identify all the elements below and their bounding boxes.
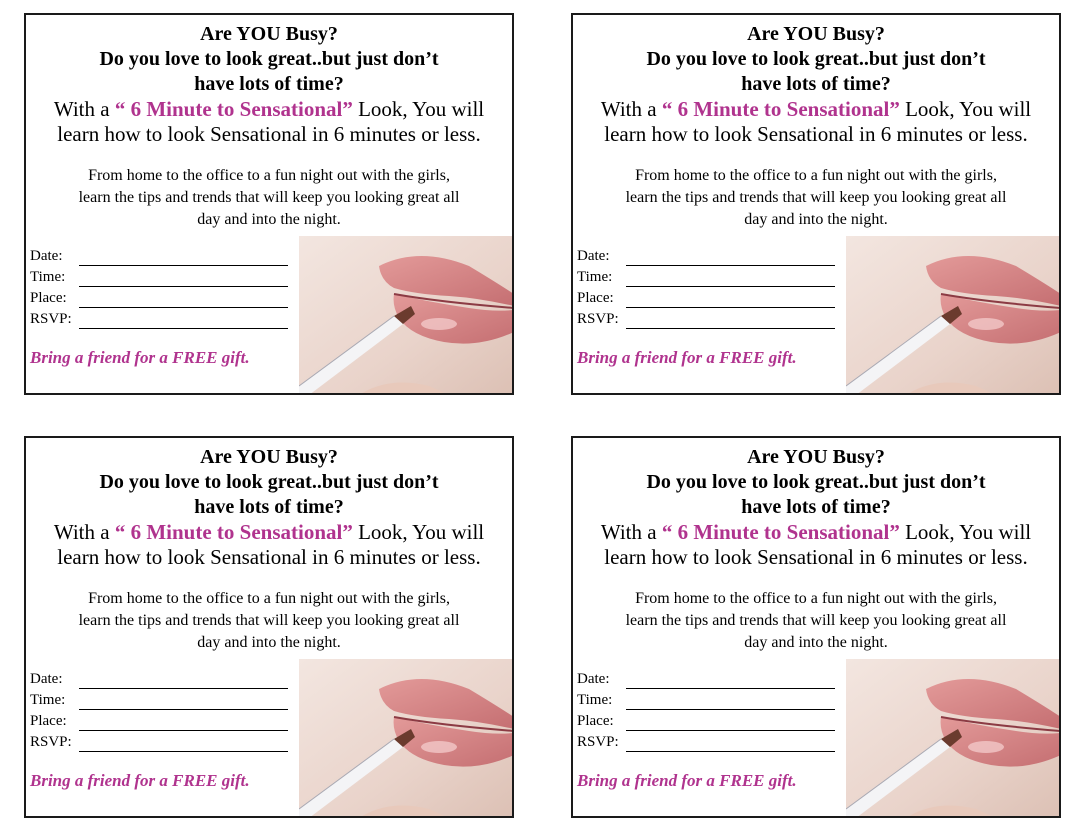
rsvp-label: RSVP: (577, 311, 619, 327)
description-line-1: From home to the office to a fun night out with the girls, (635, 590, 997, 607)
description-line-1: From home to the office to a fun night out with the girls, (88, 590, 450, 607)
date-line (626, 688, 835, 689)
lips-photo (299, 659, 514, 818)
place-line (79, 307, 288, 308)
place-label: Place: (577, 290, 614, 306)
offer-line-prefix: With a (53, 520, 115, 544)
lips-photo (846, 659, 1061, 818)
offer-line-suffix: Look, You will (352, 520, 485, 544)
offer-title: “ 6 Minute to Sensational” (661, 520, 900, 544)
description-line-3: day and into the night. (744, 634, 888, 651)
time-line (626, 709, 835, 710)
gift-offer: Bring a friend for a FREE gift. (577, 348, 797, 367)
subheadline: Do you love to look great..but just don’t (99, 48, 439, 70)
headline: Are YOU Busy? (747, 23, 885, 45)
subheadline-continued: have lots of time? (741, 73, 891, 95)
time-line (79, 709, 288, 710)
offer-line (573, 520, 1059, 545)
offer-title: “ 6 Minute to Sensational” (661, 97, 900, 121)
time-label: Time: (577, 269, 613, 285)
description-line-3: day and into the night. (744, 211, 888, 228)
rsvp-line (79, 328, 288, 329)
rsvp-line (626, 328, 835, 329)
rsvp-label: RSVP: (577, 734, 619, 750)
offer-line-prefix: With a (53, 97, 115, 121)
offer-line-2: learn how to look Sensational in 6 minutes or less. (604, 545, 1028, 569)
subheadline: Do you love to look great..but just don’t (646, 471, 986, 493)
offer-line-prefix: With a (600, 97, 662, 121)
description-line-1: From home to the office to a fun night out with the girls, (88, 167, 450, 184)
date-label: Date: (30, 671, 63, 687)
lips-photo (299, 236, 514, 395)
description-line-2: learn the tips and trends that will keep you looking great all (78, 189, 460, 206)
time-label: Time: (577, 692, 613, 708)
offer-title: “ 6 Minute to Sensational” (114, 520, 353, 544)
description-line-2: learn the tips and trends that will keep you looking great all (625, 189, 1007, 206)
rsvp-label: RSVP: (30, 734, 72, 750)
place-label: Place: (577, 713, 614, 729)
date-label: Date: (577, 671, 610, 687)
date-label: Date: (30, 248, 63, 264)
rsvp-line (626, 751, 835, 752)
invitation-card (571, 436, 1061, 818)
date-line (79, 265, 288, 266)
time-label: Time: (30, 269, 66, 285)
place-line (626, 730, 835, 731)
headline: Are YOU Busy? (200, 446, 338, 468)
lips-photo (846, 236, 1061, 395)
subheadline: Do you love to look great..but just don’t (646, 48, 986, 70)
date-line (79, 688, 288, 689)
offer-line (26, 97, 512, 122)
offer-line-2: learn how to look Sensational in 6 minutes or less. (604, 122, 1028, 146)
time-line (79, 286, 288, 287)
offer-title: “ 6 Minute to Sensational” (114, 97, 353, 121)
subheadline-continued: have lots of time? (194, 73, 344, 95)
place-line (79, 730, 288, 731)
offer-line-suffix: Look, You will (899, 97, 1032, 121)
place-label: Place: (30, 290, 67, 306)
subheadline-continued: have lots of time? (194, 496, 344, 518)
offer-line-suffix: Look, You will (352, 97, 485, 121)
time-label: Time: (30, 692, 66, 708)
place-line (626, 307, 835, 308)
headline: Are YOU Busy? (747, 446, 885, 468)
description-line-1: From home to the office to a fun night out with the girls, (635, 167, 997, 184)
offer-line (573, 97, 1059, 122)
offer-line-suffix: Look, You will (899, 520, 1032, 544)
place-label: Place: (30, 713, 67, 729)
description-line-3: day and into the night. (197, 634, 341, 651)
subheadline: Do you love to look great..but just don’t (99, 471, 439, 493)
invitation-card (24, 13, 514, 395)
gift-offer: Bring a friend for a FREE gift. (577, 771, 797, 790)
description-line-2: learn the tips and trends that will keep you looking great all (78, 612, 460, 629)
rsvp-line (79, 751, 288, 752)
gift-offer: Bring a friend for a FREE gift. (30, 348, 250, 367)
time-line (626, 286, 835, 287)
description-line-3: day and into the night. (197, 211, 341, 228)
invitation-card (571, 13, 1061, 395)
offer-line (26, 520, 512, 545)
invitation-card (24, 436, 514, 818)
gift-offer: Bring a friend for a FREE gift. (30, 771, 250, 790)
offer-line-2: learn how to look Sensational in 6 minutes or less. (57, 545, 481, 569)
rsvp-label: RSVP: (30, 311, 72, 327)
description-line-2: learn the tips and trends that will keep you looking great all (625, 612, 1007, 629)
headline: Are YOU Busy? (200, 23, 338, 45)
date-label: Date: (577, 248, 610, 264)
offer-line-2: learn how to look Sensational in 6 minutes or less. (57, 122, 481, 146)
date-line (626, 265, 835, 266)
offer-line-prefix: With a (600, 520, 662, 544)
subheadline-continued: have lots of time? (741, 496, 891, 518)
